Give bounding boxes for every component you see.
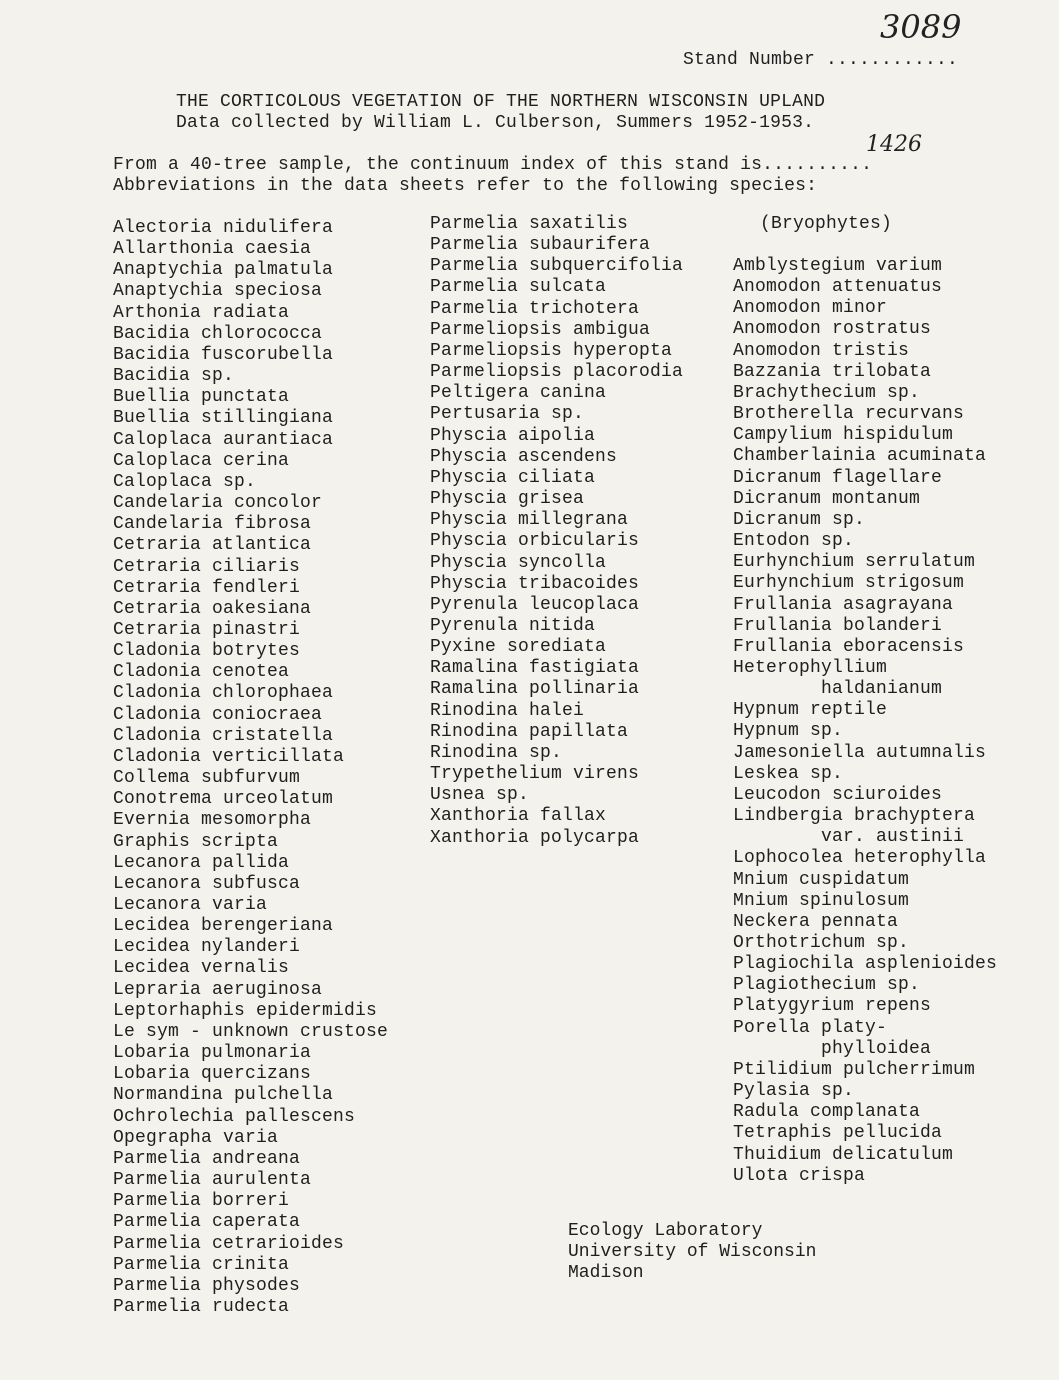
species-entry: Leucodon sciuroides [733, 784, 943, 805]
continuum-index-handwritten: 1426 [866, 132, 922, 157]
species-entry: Mnium cuspidatum [733, 869, 910, 890]
species-entry: Caloplaca aurantiaca [113, 429, 334, 450]
species-entry: Parmelia aurulenta [113, 1170, 312, 1191]
species-entry: Radula complanata [733, 1102, 921, 1123]
species-entry: Cetraria fendleri [113, 577, 301, 598]
species-entry: Entodon sp. [733, 531, 855, 552]
species-entry: Parmelia subquercifolia [430, 256, 684, 277]
species-entry: haldanianum [821, 679, 943, 700]
species-entry: Eurhynchium serrulatum [733, 552, 976, 573]
species-entry: Lobaria quercizans [113, 1064, 312, 1085]
species-entry: Parmelia rudecta [113, 1296, 290, 1317]
species-entry: Plagiochila asplenioides [733, 954, 998, 975]
species-entry: Cetraria pinastri [113, 619, 301, 640]
bryophytes-heading: (Bryophytes) [760, 214, 893, 234]
species-entry: Thuidium delicatulum [733, 1144, 954, 1165]
species-entry: Physcia syncolla [430, 552, 607, 573]
species-column-right [733, 256, 997, 1187]
species-entry: Alectoria nidulifera [113, 218, 334, 238]
species-entry: Normandina pulchella [113, 1085, 334, 1106]
species-entry: Porella platy- [733, 1017, 888, 1038]
species-entry: Parmelia sulcata [430, 277, 607, 298]
species-entry: Bacidia sp. [113, 366, 235, 387]
species-entry: Parmelia andreana [113, 1148, 301, 1169]
species-entry: Pertusaria sp. [430, 404, 585, 425]
species-entry: Physcia grisea [430, 489, 585, 510]
stand-number-handwritten: 3089 [880, 8, 962, 46]
species-entry: Dicranum flagellare [733, 467, 943, 488]
document-title: THE CORTICOLOUS VEGETATION OF THE NORTHERN WISCONSIN UPLAND [176, 92, 826, 112]
species-entry: Dicranum sp. [733, 509, 866, 530]
species-entry: Cetraria ciliaris [113, 556, 301, 577]
species-entry: Parmeliopsis ambigua [430, 319, 651, 340]
species-entry: Anomodon tristis [733, 340, 910, 361]
species-entry: Parmelia physodes [113, 1275, 301, 1296]
species-entry: Parmelia cetrarioides [113, 1233, 345, 1254]
species-entry: Parmelia saxatilis [430, 214, 629, 234]
species-column-middle [430, 214, 683, 849]
species-entry: Frullania asagrayana [733, 594, 954, 615]
species-entry: Hypnum sp. [733, 721, 844, 742]
continuum-index-line: From a 40-tree sample, the continuum index of this stand is.......... [113, 155, 873, 175]
species-entry: Frullania bolanderi [733, 615, 943, 636]
species-entry: Anaptychia palmatula [113, 260, 334, 281]
species-entry: Leskea sp. [733, 763, 844, 784]
species-entry: Tetraphis pellucida [733, 1123, 943, 1144]
species-entry: Amblystegium varium [733, 256, 943, 276]
species-entry: Parmelia crinita [113, 1254, 290, 1275]
species-entry: Ramalina fastigiata [430, 658, 640, 679]
species-entry: Candelaria fibrosa [113, 514, 312, 535]
species-entry: Evernia mesomorpha [113, 810, 312, 831]
species-entry: Rinodina sp. [430, 742, 563, 763]
species-entry: Pyrenula leucoplaca [430, 594, 640, 615]
species-entry: Parmelia borreri [113, 1191, 290, 1212]
species-entry: Opegrapha varia [113, 1127, 279, 1148]
species-entry: Lecanora varia [113, 895, 268, 915]
species-entry: Pyrenula nitida [430, 615, 596, 636]
institution-line-1: Ecology Laboratory [568, 1221, 763, 1241]
species-entry: Frullania eboracensis [733, 636, 965, 657]
species-entry: Physcia ascendens [430, 446, 618, 467]
species-entry: Parmeliopsis hyperopta [430, 340, 673, 361]
species-entry: Plagiothecium sp. [733, 975, 921, 996]
species-entry: Physcia tribacoides [430, 573, 640, 594]
species-entry: Hypnum reptile [733, 700, 888, 721]
species-entry: Lecidea nylanderi [113, 937, 301, 958]
species-entry: Orthotrichum sp. [733, 933, 910, 953]
species-entry: Lepraria aeruginosa [113, 979, 323, 1000]
species-entry: Arthonia radiata [113, 302, 290, 323]
institution-line-3: Madison [568, 1263, 644, 1283]
species-entry: Lecanora subfusca [113, 873, 301, 894]
abbreviations-line: Abbreviations in the data sheets refer to the following species: [113, 176, 818, 196]
species-entry: Rinodina halei [430, 700, 585, 721]
species-entry: Bacidia fuscorubella [113, 344, 334, 365]
species-entry: Graphis scripta [113, 831, 279, 852]
species-entry: Caloplaca sp. [113, 471, 257, 492]
species-entry: Physcia millegrana [430, 510, 629, 531]
species-entry: Lecidea vernalis [113, 958, 290, 979]
species-entry: var. austinii [821, 827, 965, 848]
species-entry: Parmelia caperata [113, 1212, 301, 1233]
institution-line-2: University of Wisconsin [568, 1242, 817, 1262]
species-entry: phylloidea [821, 1038, 932, 1059]
species-entry: Le sym - unknown crustose [113, 1021, 389, 1042]
species-entry: Anomodon attenuatus [733, 277, 943, 298]
species-entry: Bacidia chlorococca [113, 323, 323, 344]
species-entry: Pylasia sp. [733, 1081, 855, 1102]
species-entry: Heterophyllium [733, 657, 888, 678]
species-entry: Eurhynchium strigosum [733, 573, 965, 594]
species-entry: Chamberlainia acuminata [733, 446, 987, 467]
species-entry: Campylium hispidulum [733, 425, 954, 446]
stand-number-label: Stand Number ............ [683, 50, 959, 70]
species-entry: Anomodon minor [733, 298, 888, 319]
species-entry: Brachythecium sp. [733, 382, 921, 403]
species-entry: Cladonia verticillata [113, 746, 345, 767]
species-entry: Ochrolechia pallescens [113, 1106, 356, 1127]
species-entry: Collema subfurvum [113, 768, 301, 789]
species-entry: Cladonia coniocraea [113, 704, 323, 725]
species-entry: Lecanora pallida [113, 852, 290, 873]
species-entry: Parmelia trichotera [430, 298, 640, 319]
species-entry: Platygyrium repens [733, 996, 932, 1017]
species-entry: Buellia stillingiana [113, 408, 334, 429]
institution-block [568, 1221, 816, 1284]
species-entry: Brotherella recurvans [733, 404, 965, 425]
species-entry: Allarthonia caesia [113, 239, 312, 260]
species-entry: Ramalina pollinaria [430, 679, 640, 700]
species-entry: Lobaria pulmonaria [113, 1043, 312, 1064]
species-entry: Physcia orbicularis [430, 531, 640, 552]
species-entry: Cladonia cenotea [113, 662, 290, 683]
species-entry: Neckera pennata [733, 911, 899, 932]
species-entry: Physcia ciliata [430, 467, 596, 488]
species-entry: Parmelia subaurifera [430, 235, 651, 256]
species-entry: Dicranum montanum [733, 488, 921, 509]
species-column-left [113, 218, 388, 1318]
species-entry: Anomodon rostratus [733, 319, 932, 340]
species-entry: Jamesoniella autumnalis [733, 742, 987, 763]
species-entry: Leptorhaphis epidermidis [113, 1000, 378, 1021]
species-entry: Buellia punctata [113, 387, 290, 408]
document-subtitle: Data collected by William L. Culberson, Summers 1952-1953. [176, 113, 815, 133]
species-entry: Lecidea berengeriana [113, 916, 334, 937]
species-entry: Xanthoria polycarpa [430, 827, 640, 848]
species-entry: Lindbergia brachyptera [733, 806, 976, 827]
species-entry: Parmeliopsis placorodia [430, 362, 684, 383]
species-entry: Ptilidium pulcherrimum [733, 1059, 976, 1080]
species-entry: Usnea sp. [430, 785, 530, 806]
species-entry: Cladonia botrytes [113, 641, 301, 662]
species-entry: Physcia aipolia [430, 425, 596, 446]
species-entry: Cladonia chlorophaea [113, 683, 334, 704]
species-entry: Caloplaca cerina [113, 450, 290, 471]
species-entry: Rinodina papillata [430, 721, 629, 742]
species-entry: Candelaria concolor [113, 493, 323, 514]
species-entry: Mnium spinulosum [733, 890, 910, 911]
species-entry: Bazzania trilobata [733, 361, 932, 382]
species-entry: Trypethelium virens [430, 764, 640, 785]
species-entry: Anaptychia speciosa [113, 281, 323, 302]
species-entry: Ulota crispa [733, 1165, 866, 1186]
species-entry: Cetraria atlantica [113, 535, 312, 556]
species-entry: Xanthoria fallax [430, 806, 607, 827]
species-entry: Cetraria oakesiana [113, 598, 312, 619]
species-entry: Lophocolea heterophylla [733, 848, 987, 869]
species-entry: Peltigera canina [430, 383, 607, 404]
species-entry: Cladonia cristatella [113, 725, 334, 746]
species-entry: Pyxine sorediata [430, 637, 607, 658]
species-entry: Conotrema urceolatum [113, 789, 334, 810]
